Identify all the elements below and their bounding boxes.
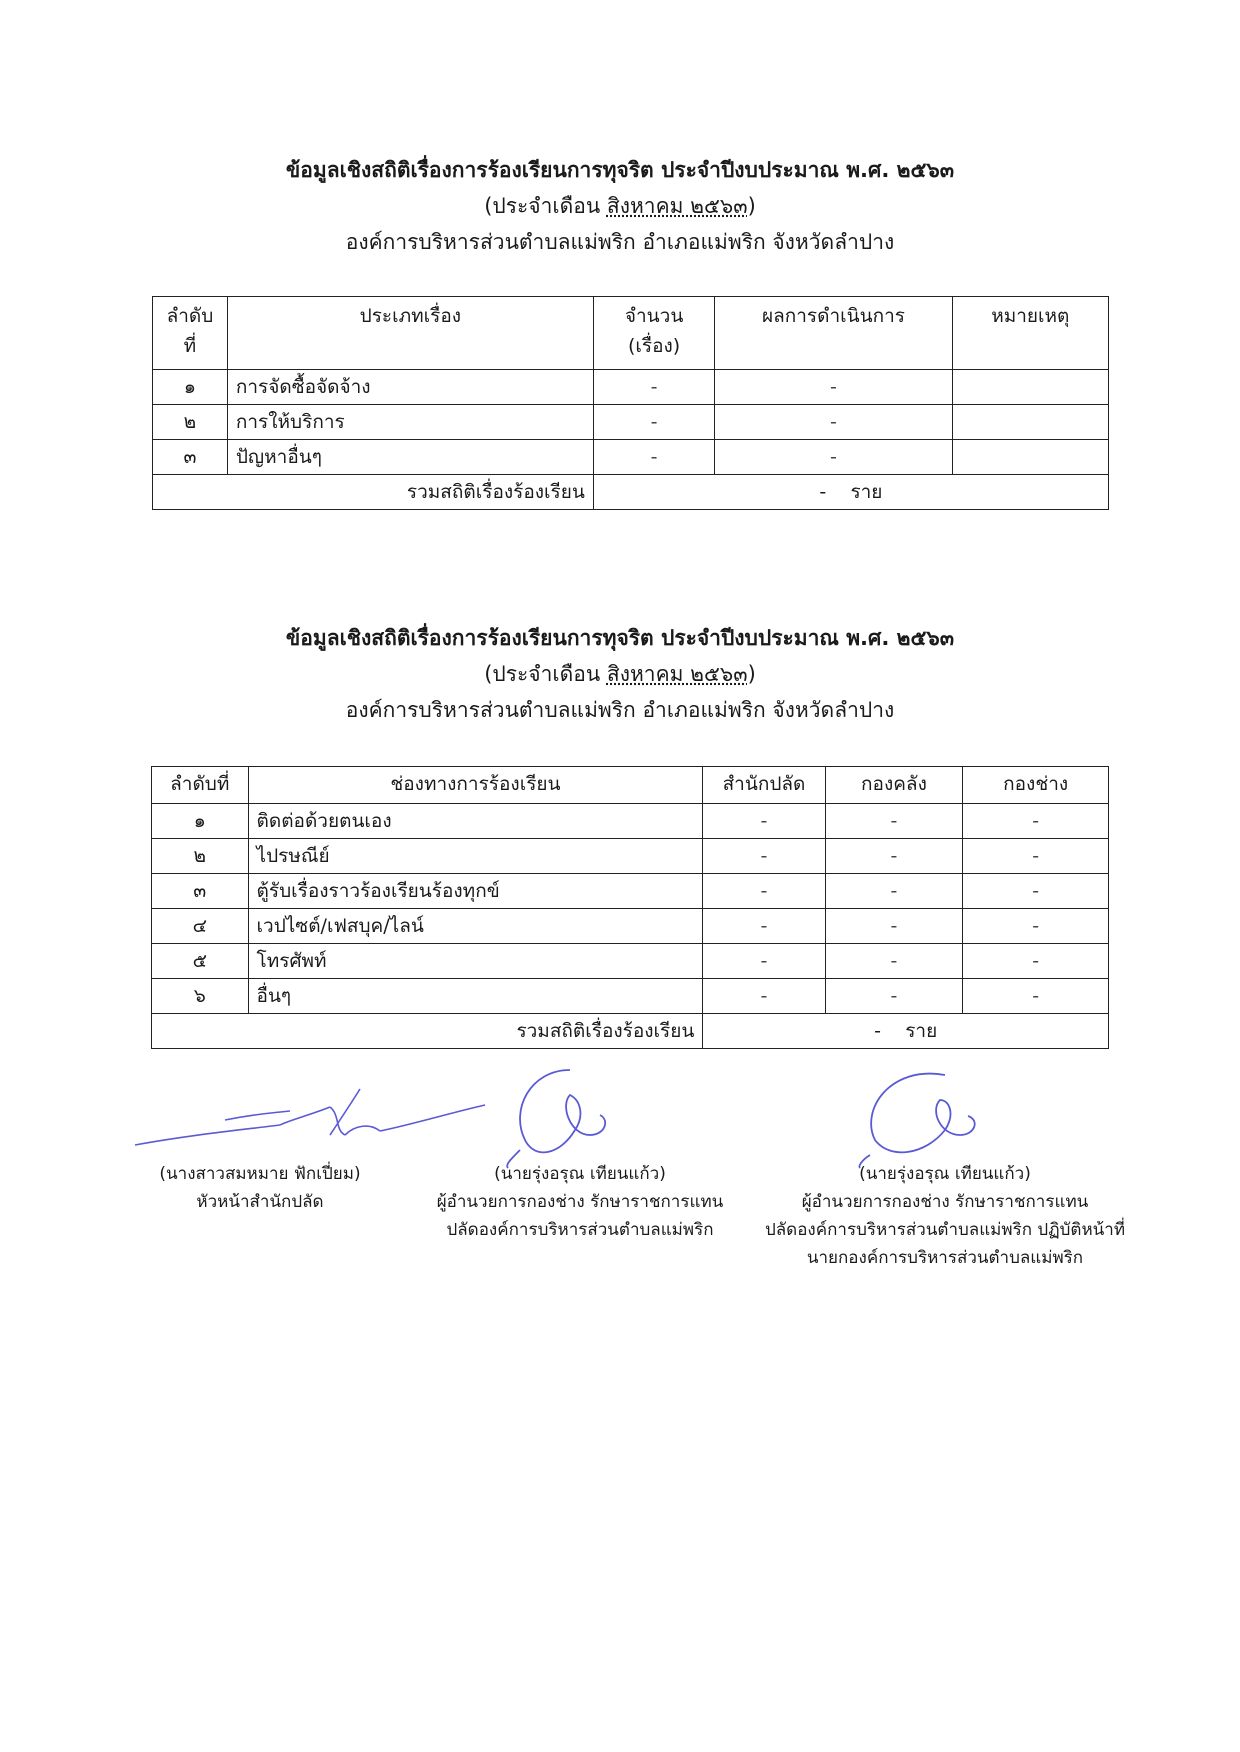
row-finance: - xyxy=(825,979,963,1014)
signature-block-2 xyxy=(430,1160,730,1244)
row-finance: - xyxy=(825,874,963,909)
row-office: - xyxy=(703,874,825,909)
row-engineering: - xyxy=(963,804,1109,839)
col-header-office: สำนักปลัด xyxy=(703,767,825,804)
signer-title: ผู้อำนวยการกองช่าง รักษาราชการแทน xyxy=(801,1192,1089,1212)
row-count: - xyxy=(593,440,715,475)
row-name: ติดต่อด้วยตนเอง xyxy=(248,804,703,839)
row-no: ๒ xyxy=(152,839,249,874)
col-header-count: จำนวน (เรื่อง) xyxy=(593,297,715,370)
section2-month-value: สิงหาคม ๒๕๖๓ xyxy=(606,662,748,686)
row-result: - xyxy=(715,405,952,440)
complaint-channel-table xyxy=(151,766,1109,1049)
col-header-engineering: กองช่าง xyxy=(963,767,1109,804)
row-no: ๖ xyxy=(152,979,249,1014)
signer-title: หัวหน้าสำนักปลัด xyxy=(196,1192,324,1212)
signature-block-1 xyxy=(130,1160,390,1216)
row-note xyxy=(952,405,1108,440)
row-engineering: - xyxy=(963,839,1109,874)
signature-scribble-2 xyxy=(500,1060,640,1170)
row-name: โทรศัพท์ xyxy=(248,944,703,979)
signature-block-3 xyxy=(755,1160,1135,1272)
table-row xyxy=(152,909,1109,944)
row-office: - xyxy=(703,944,825,979)
total-value: - ราย xyxy=(593,475,1108,510)
signer-name: (นางสาวสมหมาย ฟักเปี่ยม) xyxy=(159,1164,361,1184)
row-no: ๓ xyxy=(152,874,249,909)
section1-title: ข้อมูลเชิงสถิติเรื่องการร้องเรียนการทุจริต ประจำปีงบประมาณ พ.ศ. ๒๕๖๓ xyxy=(285,158,955,182)
total-label: รวมสถิติเรื่องร้องเรียน xyxy=(153,475,594,510)
section2-heading xyxy=(0,620,1240,728)
row-finance: - xyxy=(825,839,963,874)
table-row xyxy=(152,979,1109,1014)
table-total-row xyxy=(153,475,1109,510)
row-no: ๒ xyxy=(153,405,228,440)
table-total-row xyxy=(152,1014,1109,1049)
section2-title: ข้อมูลเชิงสถิติเรื่องการร้องเรียนการทุจริต ประจำปีงบประมาณ พ.ศ. ๒๕๖๓ xyxy=(285,626,955,650)
col-header-finance: กองคลัง xyxy=(825,767,963,804)
section1-org: องค์การบริหารส่วนตำบลแม่พริก อำเภอแม่พริก จังหวัดลำปาง xyxy=(345,230,895,254)
row-name: การจัดซื้อจัดจ้าง xyxy=(227,370,593,405)
col-header-type: ประเภทเรื่อง xyxy=(227,297,593,370)
table-header-row xyxy=(153,297,1109,370)
section1-heading xyxy=(0,152,1240,260)
table-row xyxy=(153,405,1109,440)
section2-month: (ประจำเดือน สิงหาคม ๒๕๖๓) xyxy=(484,662,756,686)
row-no: ๓ xyxy=(153,440,228,475)
row-count: - xyxy=(593,405,715,440)
row-name: ตู้รับเรื่องราวร้องเรียนร้องทุกข์ xyxy=(248,874,703,909)
row-name: อื่นๆ xyxy=(248,979,703,1014)
section1-month: (ประจำเดือน สิงหาคม ๒๕๖๓) xyxy=(484,194,756,218)
total-label: รวมสถิติเรื่องร้องเรียน xyxy=(152,1014,703,1049)
row-name: การให้บริการ xyxy=(227,405,593,440)
row-count: - xyxy=(593,370,715,405)
row-result: - xyxy=(715,440,952,475)
row-finance: - xyxy=(825,909,963,944)
signer-title: ผู้อำนวยการกองช่าง รักษาราชการแทน xyxy=(436,1192,724,1212)
row-finance: - xyxy=(825,944,963,979)
row-office: - xyxy=(703,839,825,874)
row-office: - xyxy=(703,979,825,1014)
row-engineering: - xyxy=(963,874,1109,909)
signer-title: นายกองค์การบริหารส่วนตำบลแม่พริก xyxy=(806,1248,1084,1268)
row-no: ๔ xyxy=(152,909,249,944)
section1-month-value: สิงหาคม ๒๕๖๓ xyxy=(606,194,748,218)
row-no: ๑ xyxy=(153,370,228,405)
section2-org: องค์การบริหารส่วนตำบลแม่พริก อำเภอแม่พริก จังหวัดลำปาง xyxy=(345,698,895,722)
row-note xyxy=(952,440,1108,475)
complaint-type-table xyxy=(152,296,1109,510)
signature-scribble-1 xyxy=(130,1085,490,1155)
table-row xyxy=(152,804,1109,839)
table-row xyxy=(152,944,1109,979)
row-office: - xyxy=(703,804,825,839)
col-header-result: ผลการดำเนินการ xyxy=(715,297,952,370)
row-name: ปัญหาอื่นๆ xyxy=(227,440,593,475)
table-row xyxy=(153,370,1109,405)
row-no: ๕ xyxy=(152,944,249,979)
row-result: - xyxy=(715,370,952,405)
row-engineering: - xyxy=(963,944,1109,979)
col-header-note: หมายเหตุ xyxy=(952,297,1108,370)
table-row xyxy=(153,440,1109,475)
row-note xyxy=(952,370,1108,405)
table-row xyxy=(152,839,1109,874)
signer-name: (นายรุ่งอรุณ เทียนแก้ว) xyxy=(859,1164,1031,1184)
signer-name: (นายรุ่งอรุณ เทียนแก้ว) xyxy=(494,1164,666,1184)
row-name: เวปไซต์/เฟสบุค/ไลน์ xyxy=(248,909,703,944)
row-engineering: - xyxy=(963,979,1109,1014)
signer-title: ปลัดองค์การบริหารส่วนตำบลแม่พริก ปฏิบัติหน้าที่ xyxy=(764,1220,1126,1240)
row-name: ไปรษณีย์ xyxy=(248,839,703,874)
row-office: - xyxy=(703,909,825,944)
row-finance: - xyxy=(825,804,963,839)
col-header-channel: ช่องทางการร้องเรียน xyxy=(248,767,703,804)
row-no: ๑ xyxy=(152,804,249,839)
total-value: - ราย xyxy=(703,1014,1109,1049)
table-row xyxy=(152,874,1109,909)
signature-scribble-3 xyxy=(850,1060,1010,1170)
col-header-no: ลำดับที่ xyxy=(153,297,228,370)
row-engineering: - xyxy=(963,909,1109,944)
col-header-no: ลำดับที่ xyxy=(152,767,249,804)
signer-title: ปลัดองค์การบริหารส่วนตำบลแม่พริก xyxy=(446,1220,714,1240)
table-header-row xyxy=(152,767,1109,804)
